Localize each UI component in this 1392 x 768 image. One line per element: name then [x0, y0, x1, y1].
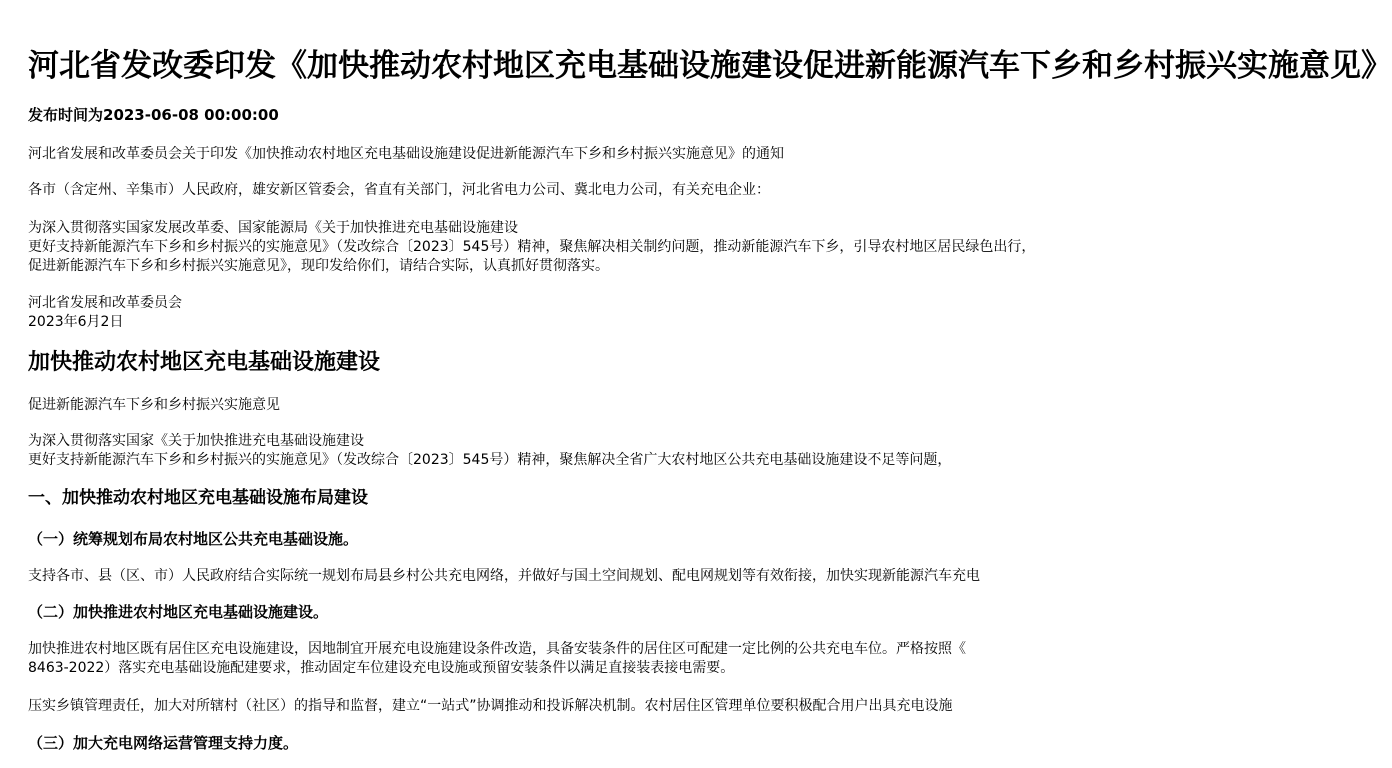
addressees: 各市（含定州、辛集市）人民政府，雄安新区管委会，省直有关部门，河北省电力公司、冀北电力公司，有关充电企业： — [28, 182, 770, 198]
intro-line-3: 促进新能源汽车下乡和乡村振兴实施意见》，现印发给你们，请结合实际，认真抓好贯彻落实。 — [28, 258, 609, 274]
intro-line-1: 为深入贯彻落实国家发展改革委、国家能源局《关于加快推进充电基础设施建设 — [28, 220, 518, 236]
section-subtitle: 促进新能源汽车下乡和乡村振兴实施意见 — [28, 397, 280, 413]
article-title: 河北省发改委印发《加快推动农村地区充电基础设施建设促进新能源汽车下乡和乡村振兴实施意见》 — [28, 48, 1392, 84]
body-intro-line-2: 更好支持新能源汽车下乡和乡村振兴的实施意见》（发改综合〔2023〕545号）精神，聚焦解决全省广大农村地区公共充电基础设施建设不足等问题， — [28, 452, 952, 468]
signature-date: 2023年6月2日 — [28, 314, 124, 330]
publish-time: 发布时间为2023-06-08 00:00:00 — [28, 106, 279, 124]
notice-title: 河北省发展和改革委员会关于印发《加快推动农村地区充电基础设施建设促进新能源汽车下乡和乡村振兴实施意见》的通知 — [28, 146, 784, 162]
body-intro-line-1: 为深入贯彻落实国家《关于加快推进充电基础设施建设 — [28, 433, 364, 449]
item2-text-2: 压实乡镇管理责任，加大对所辖村（社区）的指导和监督，建立“一站式”协调推动和投诉解决机制。农村居住区管理单位要积极配合用户出具充电设施 — [28, 698, 953, 714]
item1-heading: （一）统筹规划布局农村地区公共充电基础设施。 — [28, 530, 359, 548]
item1-text: 支持各市、县（区、市）人民政府结合实际统一规划布局县乡村公共充电网络，并做好与国土空间规划、配电网规划等有效衔接，加快实现新能源汽车充电 — [28, 568, 980, 584]
item2-text-line-2: 8463-2022）落实充电基础设施配建要求，推动固定车位建设充电设施或预留安装条件以满足直接装表接电需要。 — [28, 660, 735, 676]
intro-line-2: 更好支持新能源汽车下乡和乡村振兴的实施意见》（发改综合〔2023〕545号）精神，聚焦解决相关制约问题，推动新能源汽车下乡，引导农村地区居民绿色出行， — [28, 239, 1036, 255]
signature-org: 河北省发展和改革委员会 — [28, 295, 182, 311]
item2-text-line-1: 加快推进农村地区既有居住区充电设施建设，因地制宜开展充电设施建设条件改造，具备安装条件的居住区可配建一定比例的公共充电车位。严格按照《 — [28, 641, 966, 657]
item2-heading: （二）加快推进农村地区充电基础设施建设。 — [28, 603, 329, 621]
part1-heading: 一、加快推动农村地区充电基础设施布局建设 — [28, 488, 368, 508]
section-title: 加快推动农村地区充电基础设施建设 — [28, 350, 381, 375]
item3-heading: （三）加大充电网络运营管理支持力度。 — [28, 734, 299, 752]
